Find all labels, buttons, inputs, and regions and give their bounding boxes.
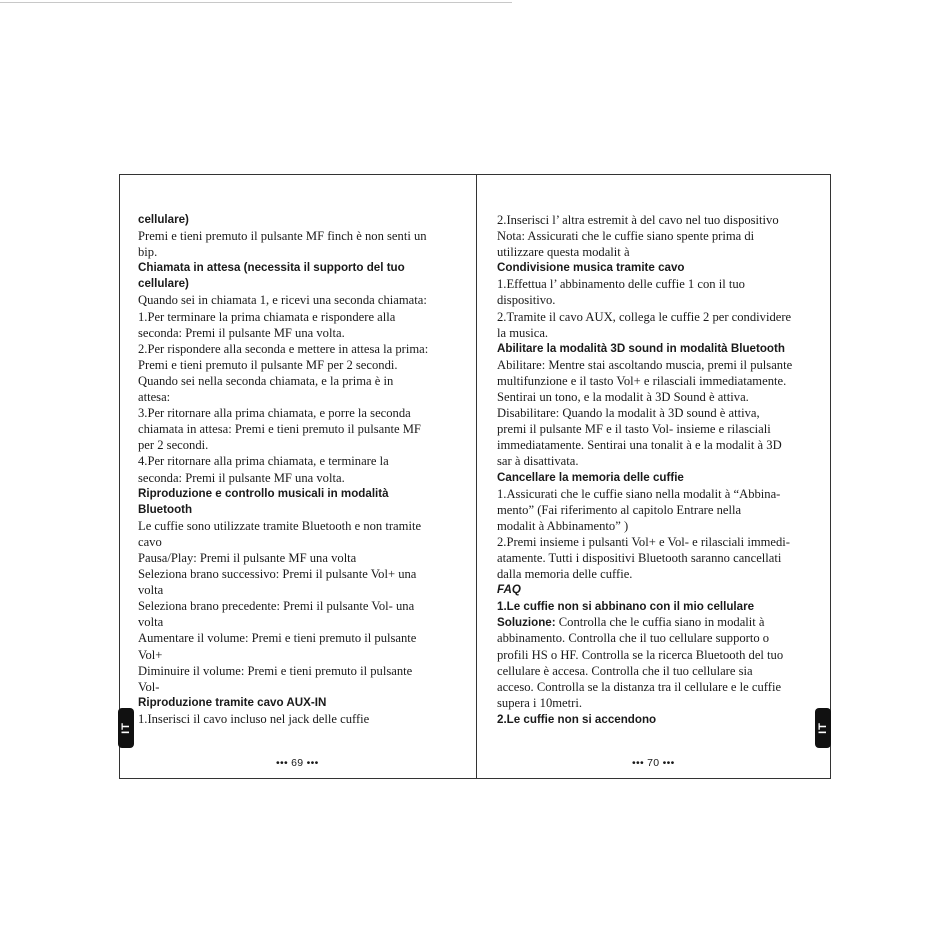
- body-line: attesa:: [138, 390, 171, 405]
- body-line: Premi e tieni premuto il pulsante MF finch è non senti un: [138, 229, 427, 244]
- page-number-70: ••• 70 •••: [632, 757, 675, 769]
- body-line: Pausa/Play: Premi il pulsante MF una volta: [138, 550, 357, 565]
- body-line: 2.Inserisci l’ altra estremit à del cavo nel tuo dispositivo: [497, 213, 779, 227]
- bold-run: Soluzione:: [497, 616, 556, 630]
- bold-run: 1.Le cuffie non si abbinano con il mio cellulare: [497, 600, 755, 614]
- section-heading: cellulare): [138, 213, 189, 226]
- body-line: Seleziona brano successivo: Premi il pulsante Vol+ una: [138, 567, 417, 582]
- section-heading: Condivisione musica tramite cavo: [497, 261, 685, 275]
- body-line: Aumentare il volume: Premi e tieni premuto il pulsante: [138, 631, 417, 646]
- body-line: Premi e tieni premuto il pulsante MF per 2 secondi.: [138, 357, 398, 372]
- body-line: 1.Inserisci il cavo incluso nel jack delle cuffie: [138, 711, 370, 726]
- body-line: seconda: Premi il pulsante MF una volta.: [138, 470, 345, 485]
- text-run: Controlla che le cuffia siano in modalit à: [555, 615, 765, 630]
- body-line: 1.Assicurati che le cuffie siano nella modalit à “Abbina-: [497, 486, 781, 501]
- body-line: Quando sei nella seconda chiamata, e la prima è in: [138, 373, 394, 388]
- section-heading: Abilitare la modalità 3D sound in modalità Bluetooth: [497, 341, 785, 355]
- top-rule: [0, 2, 512, 3]
- language-tab-left: [118, 708, 134, 748]
- section-heading: Riproduzione tramite cavo AUX-IN: [138, 695, 327, 709]
- language-tab-label: IT: [817, 722, 829, 734]
- body-line: sar à disattivata.: [497, 454, 579, 469]
- heading-line: [497, 598, 801, 614]
- body-line: dispositivo.: [497, 293, 556, 308]
- body-line: Abilitare: Mentre stai ascoltando muscia, premi il pulsante: [497, 357, 793, 372]
- body-line: Vol+: [138, 647, 163, 662]
- body-line: 3.Per ritornare alla prima chiamata, e porre la seconda: [138, 406, 411, 421]
- section-heading: Riproduzione e controllo musicali in modalità: [138, 486, 389, 500]
- body-line: Quando sei in chiamata 1, e ricevi una seconda chiamata:: [138, 293, 427, 308]
- body-line: volta: [138, 615, 164, 630]
- body-line: Sentirai un tono, e la modalit à 3D Sound è attiva.: [497, 390, 749, 405]
- body-line: 4.Per ritornare alla prima chiamata, e terminare la: [138, 454, 389, 469]
- body-line: Diminuire il volume: Premi e tieni premuto il pulsante: [138, 663, 413, 678]
- body-line: immediatamente. Sentirai una tonalit à e la modalit à 3D: [497, 438, 782, 453]
- body-line: utilizzare questa modalit à: [497, 245, 630, 260]
- body-line: abbinamento. Controlla che il tuo cellulare supporto o: [497, 631, 770, 646]
- right-page-text: [497, 212, 801, 727]
- body-line: bip.: [138, 245, 158, 260]
- language-tab-label: IT: [120, 722, 132, 734]
- body-line: chiamata in attesa: Premi e tieni premuto il pulsante MF: [138, 422, 421, 437]
- page-gutter-divider: [476, 174, 477, 779]
- body-line: seconda: Premi il pulsante MF una volta.: [138, 325, 345, 340]
- body-line: acceso. Controlla se la distanza tra il cellulare e le cuffie: [497, 679, 782, 694]
- body-line: multifunzione e il tasto Vol+ e rilasciali immediatamente.: [497, 373, 787, 388]
- body-line: 1.Effettua l’ abbinamento delle cuffie 1 con il tuo: [497, 277, 745, 292]
- body-line: cellulare è accesa. Controlla che il tuo cellulare sia: [497, 663, 753, 678]
- body-line: 2.Tramite il cavo AUX, collega le cuffie 2 per condividere: [497, 309, 792, 324]
- body-line: Disabilitare: Quando la modalit à 3D sound è attiva,: [497, 406, 760, 421]
- body-line: Nota: Assicurati che le cuffie siano spente prima di: [497, 229, 755, 244]
- body-line: volta: [138, 583, 164, 598]
- body-line: 2.Per rispondere alla seconda e mettere in attesa la prima:: [138, 341, 429, 356]
- body-line: atamente. Tutti i dispositivi Bluetooth saranno cancellati: [497, 550, 782, 565]
- bold-run: 2.Le cuffie non si accendono: [497, 712, 657, 726]
- body-line: Le cuffie sono utilizzate tramite Bluetooth e non tramite: [138, 518, 422, 533]
- body-line: mento” (Fai riferimento al capitolo Entrare nella: [497, 502, 742, 517]
- body-line: dalla memoria delle cuffie.: [497, 567, 633, 582]
- section-heading: Chiamata in attesa (necessita il supporto del tuo: [138, 261, 405, 275]
- section-heading: FAQ: [497, 583, 521, 597]
- heading-line: [497, 711, 801, 727]
- left-page-text: [138, 212, 458, 727]
- body-line: Vol-: [138, 679, 160, 694]
- body-line: premi il pulsante MF e il tasto Vol- insieme e rilasciali: [497, 422, 771, 437]
- section-heading: Bluetooth: [138, 502, 193, 516]
- body-line: Seleziona brano precedente: Premi il pulsante Vol- una: [138, 599, 415, 614]
- language-tab-right: [815, 708, 831, 748]
- section-heading: cellulare): [138, 277, 189, 291]
- body-line: cavo: [138, 534, 162, 549]
- section-heading: Cancellare la memoria delle cuffie: [497, 470, 684, 484]
- body-line: modalit à Abbinamento” ): [497, 518, 629, 533]
- body-line: profili HS o HF. Controlla se la ricerca Bluetooth del tuo: [497, 647, 784, 662]
- body-line: 1.Per terminare la prima chiamata e rispondere alla: [138, 309, 396, 324]
- body-line: supera i 10metri.: [497, 695, 582, 710]
- heading-line: [497, 614, 801, 630]
- body-line: la musica.: [497, 325, 549, 340]
- body-line: per 2 secondi.: [138, 438, 209, 453]
- body-line: 2.Premi insieme i pulsanti Vol+ e Vol- e rilasciali immedi-: [497, 534, 790, 549]
- page-number-69: ••• 69 •••: [276, 757, 319, 769]
